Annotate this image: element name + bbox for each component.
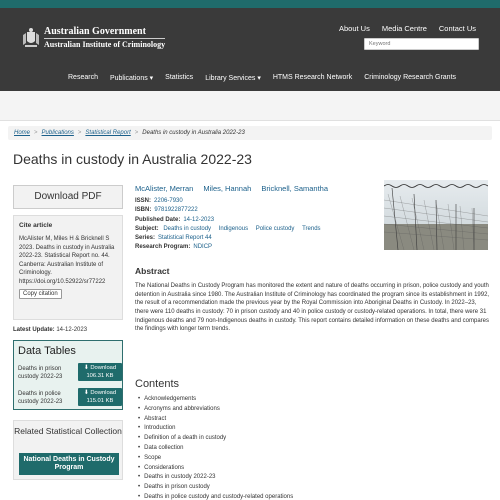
author-link[interactable]: McAlister, Merran — [135, 184, 194, 193]
top-accent-strip — [0, 0, 500, 8]
copy-citation-button[interactable]: Copy citation — [19, 289, 62, 299]
nav-statistics[interactable]: Statistics — [165, 74, 194, 81]
contents-item[interactable]: • Considerations — [138, 464, 293, 474]
data-table-label: Deaths in prison custody 2022-23 — [18, 366, 63, 381]
isbn-label: ISBN: — [135, 207, 152, 214]
contents-heading: Contents — [135, 378, 180, 390]
contents-item[interactable]: • Acknowledgements — [138, 395, 293, 405]
breadcrumb-separator: > — [134, 130, 139, 136]
breadcrumb-home[interactable]: Home — [14, 130, 31, 136]
contents-item[interactable]: • Introduction — [138, 424, 293, 434]
latest-update-label: Latest Update: — [13, 327, 55, 333]
contact-us-link[interactable]: Contact Us — [438, 24, 476, 33]
contents-item[interactable]: • Definition of a death in custody — [138, 434, 293, 444]
nav-htms-research-network[interactable]: HTMS Research Network — [272, 74, 353, 81]
data-tables-title: Data Tables — [18, 345, 76, 357]
author-link[interactable]: Bricknell, Samantha — [261, 184, 329, 193]
coat-of-arms-icon — [22, 27, 40, 49]
contents-item[interactable]: • Deaths in prison custody — [138, 483, 293, 493]
issn-value[interactable]: 2206-7930 — [154, 198, 183, 204]
series-label: Series: — [135, 235, 156, 242]
cite-text: McAlister M, Miles H & Bricknell S 2023. Deaths in custody in Australia 2022-23. Statistical Report no. 44. Canberra: Australian Institute of Criminology. https://doi.org/10.52922/sr77222 — [19, 236, 115, 285]
breadcrumb-current: Deaths in custody in Australia 2022-23 — [142, 130, 245, 136]
subject-link[interactable]: Police custody — [255, 225, 295, 232]
contents-item[interactable]: • Acronyms and abbreviations — [138, 405, 293, 415]
author-link[interactable]: Miles, Hannah — [203, 184, 252, 193]
nav-library-services[interactable]: Library Services ▾ — [205, 75, 261, 82]
site-logo[interactable] — [22, 26, 165, 50]
search-input[interactable] — [364, 38, 479, 50]
download-prison-data-button[interactable] — [78, 363, 122, 381]
publication-meta — [135, 197, 321, 253]
contents-item[interactable]: • Deaths in custody 2022-23 — [138, 473, 293, 483]
gov-name: Australian Government — [44, 26, 146, 37]
contents-item[interactable]: • Scope — [138, 454, 293, 464]
breadcrumb-statistical-report[interactable]: Statistical Report — [85, 130, 131, 136]
isbn-value[interactable]: 9781922877222 — [154, 207, 198, 214]
published-label: Published Date: — [135, 216, 181, 223]
contents-list — [138, 395, 293, 500]
program-label: Research Program: — [135, 244, 191, 251]
subject-label: Subject: — [135, 225, 159, 232]
related-collection-box — [13, 420, 123, 480]
nav-research[interactable]: Research — [68, 74, 98, 81]
related-collection-title: Related Statistical Collection — [14, 426, 122, 436]
file-size: 115.01 KB — [86, 397, 114, 404]
cite-article-box — [13, 215, 123, 320]
cite-title: Cite article — [19, 222, 53, 229]
abstract-text: The National Deaths in Custody Program has monitored the extent and nature of deaths occurring in prison, police custody and youth detention in Australia since 1980. The Australian Institute of Criminology has coordinated the program since its establishment in 1992, the result of a recommendation made the previous year by the Royal Commission into Aboriginal Deaths in Custody. In 2022–23, there were 110 deaths in custody: 70 in prison custody and 40 in police custody or custody-related operations. In total, there were 31 Indigenous deaths and 79 non-Indigenous deaths in custody. This report contains detailed information on these deaths and compares the findings with longer term trends. — [135, 283, 490, 333]
org-name: Australian Institute of Criminology — [44, 40, 166, 49]
header-divider-band — [0, 91, 500, 121]
nav-criminology-research-grants[interactable]: Criminology Research Grants — [364, 74, 457, 81]
subject-link[interactable]: Indigenous — [218, 225, 249, 232]
subject-link[interactable]: Trends — [302, 225, 321, 232]
contents-item[interactable]: • Abstract — [138, 415, 293, 425]
program-value[interactable]: NDICP — [193, 244, 213, 251]
file-size: 106.31 KB — [86, 372, 114, 379]
nav-publications[interactable]: Publications ▾ — [109, 75, 154, 82]
series-value[interactable]: Statistical Report 44 — [158, 235, 212, 242]
download-police-data-button[interactable] — [78, 388, 122, 406]
data-tables-box — [13, 340, 123, 410]
page-title: Deaths in custody in Australia 2022-23 — [13, 151, 252, 167]
subject-link[interactable]: Deaths in custody — [163, 225, 212, 232]
prison-fence-image — [384, 180, 488, 250]
media-centre-link[interactable]: Media Centre — [381, 24, 427, 33]
contents-item[interactable]: • Deaths in police custody and custody-related operations — [138, 493, 293, 500]
site-header — [0, 8, 500, 91]
top-links — [339, 24, 476, 33]
breadcrumb — [8, 126, 492, 140]
authors — [135, 184, 328, 193]
main-nav — [68, 74, 456, 82]
issn-label: ISSN: — [135, 198, 152, 204]
breadcrumb-publications[interactable]: Publications — [41, 130, 74, 136]
download-pdf-button[interactable]: Download PDF — [13, 185, 123, 209]
abstract-heading: Abstract — [135, 266, 170, 276]
latest-update — [13, 327, 87, 333]
contents-item[interactable]: • Data collection — [138, 444, 293, 454]
breadcrumb-separator: > — [34, 130, 38, 136]
download-label: ⬇ Download — [83, 365, 117, 371]
about-us-link[interactable]: About Us — [339, 24, 370, 33]
breadcrumb-separator: > — [77, 130, 82, 136]
ndicp-button[interactable]: National Deaths in Custody Program — [19, 453, 119, 475]
published-value: 14-12-2023 — [183, 216, 215, 223]
download-label: ⬇ Download — [83, 390, 117, 396]
data-table-label: Deaths in police custody 2022-23 — [18, 391, 63, 406]
latest-update-value: 14-12-2023 — [56, 327, 88, 333]
